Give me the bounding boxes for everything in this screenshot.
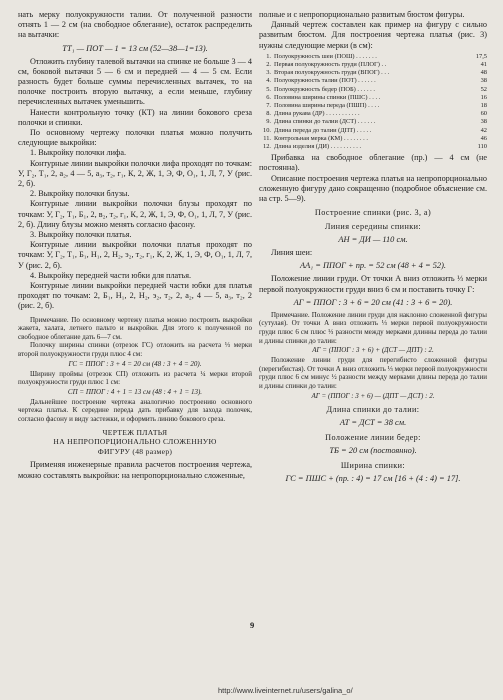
measurement-number: 5. <box>266 85 271 93</box>
paragraph: Отложить глубину талевой вытачки на спинке не больше 3 — 4 см, боковой вытачки 5 — 6 см и передней — 4 — 5 см. Если разность будет больше суммы перечисленных вытачек, то на полочке построить вторую вытачку, а если меньше, глубину перечисленных вытачек уменьшить. <box>18 56 252 107</box>
measurement-row <box>259 69 487 77</box>
measurement-label: Длина спинки до талии (ДСТ) . . . . . . <box>274 118 376 126</box>
paragraph: Положение линии груди. От точки А вниз отложить ⅓ мерки первой полуокружности груди вниз 6 см и поставить точку Г: <box>259 274 487 294</box>
measurement-label: Длина рукава (ДР) . . . . . . . . . . . <box>274 110 360 118</box>
note: Ширину проймы (отрезок СП) отложить из расчета ¼ мерки второй полуокружности груди плюс 1 см: <box>18 369 252 387</box>
section-heading: ЧЕРТЕЖ ПЛАТЬЯ <box>102 427 168 437</box>
measurement-value: 17,5 <box>475 52 487 60</box>
measurement-number: 1. <box>266 52 271 60</box>
measurement-number: 4. <box>266 77 271 85</box>
paragraph: полные и с непропорционально развитым бюстом фигуры. <box>259 10 465 19</box>
page-number: 9 <box>250 620 255 630</box>
measurement-label: Половина ширины переда (ПШП) . . . . <box>274 102 380 110</box>
measurement-value: 18 <box>480 102 487 110</box>
paragraph: Применяя инженерные правила расчетов построения чертежа, можно составлять выкройки: на непропорционально сложенные, <box>18 460 252 480</box>
formula: АТ = ДСТ = 38 см. <box>339 417 407 427</box>
note: Полочку ширины спинки (отрезок ГС) отложить на расчета ⅓ мерки второй полуокружности груди плюс 4 см: <box>18 341 252 359</box>
measurement-value: 38 <box>480 77 487 85</box>
paragraph: Контурные линии выкройки передней части юбки для платья проходят по точкам: 2, Б₁, Н₁, 2, Н₂, э₂, т₂, 2, а₂, 4 — 5, а₃, т₂, 2 (рис. 2, б). <box>18 281 252 311</box>
paragraph: Контурные линии выкройки полочки блузы проходят по точкам: У, Г₂, Т₁, Б₁, 2, в₂, т₂, г₁, К, 2, Ж, 1, Э, Ф, О₁, 1, Л, 7, У (рис. 2, б). Длину блузы можно менять согласно фасону. <box>18 199 252 229</box>
measurement-number: 9. <box>266 118 271 126</box>
subheading: Длина спинки до талии: <box>326 404 420 414</box>
measurement-label: Полуокружность шеи (ПОШ) . . . . . . . <box>274 52 377 60</box>
list-item: 2. Выкройку полочки блузы. <box>30 189 130 199</box>
watermark-url: http://www.liveinternet.ru/users/galina_o/ <box>218 686 353 695</box>
formula: ГС = ПШС + (пр. : 4) = 17 см [16 + (4 : 4) = 17]. <box>285 473 461 483</box>
paragraph: нать мерку полуокружности талии. От полученной разности отнять 1 — 2 см (на свободное облегание), остаток распределить на вытачки: <box>18 10 252 40</box>
measurement-value: 48 <box>480 69 487 77</box>
measurement-label: Полуокружность талии (ПОТ) . . . . . . <box>274 77 376 85</box>
measurement-row <box>259 61 487 69</box>
subheading: Линия середины спинки: <box>324 222 422 232</box>
formula: ТТ₁ — ПОТ — 1 = 13 см (52—38—1=13). <box>62 43 208 53</box>
measurement-number: 3. <box>266 69 271 77</box>
measurement-number: 6. <box>266 93 271 101</box>
formula: АГ = (ППОГ : 3 + 6) + (ДСТ — ДПТ) : 2. <box>312 346 434 355</box>
measurement-label: Полуокружность бедер (ПОБ) . . . . . . <box>274 85 375 93</box>
subheading: Положение линии бедер: <box>325 432 421 442</box>
formula: ТБ = 20 см (постоянно). <box>329 445 417 455</box>
formula: АН = ДИ — 110 см. <box>338 235 408 245</box>
right-column <box>259 10 487 487</box>
measurement-row <box>259 77 487 85</box>
subheading: Линия шеи: <box>271 248 313 258</box>
formula: АА₁ = ППОГ + пр. = 52 см (48 + 4 = 52). <box>300 261 446 271</box>
note: Примечание. По основному чертежу платья можно построить выкройки жакета, халата, летнего пальто и выкройки. Для этого к полученной по свободное облегание дать 6—7 см. <box>18 315 252 341</box>
note: Дальнейшее построение чертежа аналогично построению основного чертежа платья. К середине переда дать прибавку для захода полочек, согласно фасону и виду застежки, и оформить линию бокового среза. <box>18 397 252 424</box>
paragraph: Контурные линии выкройки полочки платья проходят по точкам: У, Г₂, Т₁, Б₁, Н₁, 2, Н₂, э₂, т₂, г₁, К, 2, Ж, 1, Э, Ф, О₁, 1, Л, 7, У (рис. 2, б). <box>18 240 252 270</box>
measurement-label: Вторая полуокружность груди (ВПОГ) . . . <box>274 69 390 77</box>
measurement-value: 46 <box>480 134 487 142</box>
note: Примечание. Положение линии груди для наклонно сложенной фигуры (сутулая). От точки А вниз отложить ⅓ мерки первой полуокружности груди плюс 6 см плюс ⅓ разности между мерками длинны переда до талии и длины спинки до талии: <box>259 310 487 345</box>
subheading: Ширина спинки: <box>340 460 406 470</box>
measurement-value: 60 <box>480 110 487 118</box>
paragraph: Описание построения чертежа платья на непропорционально сложенную фигуру дано сокращенно (подробное объяснение см. на стр. 5—9). <box>259 173 487 204</box>
measurement-label: Длина переда до талии (ДПТ) . . . . . <box>274 126 372 134</box>
paragraph: Контурные линии выкройки полочки лифа проходят по точкам: У, Г₂, Т₁, 2, а₂, 4 — 5, а₃, т₂, г₁, К, 2, Ж, 1, Э, Ф, О₁, 1, Л, 7, У (рис. 2, б). <box>18 158 252 189</box>
section-heading: ФИГУРУ (48 размер) <box>97 446 173 456</box>
measurement-row <box>259 118 487 126</box>
measurement-row <box>259 86 487 94</box>
measurement-value: 16 <box>480 93 487 101</box>
measurement-row <box>259 53 487 61</box>
measurement-row <box>259 143 487 151</box>
formula: АГ = (ППОГ : 3 + 6) — (ДПТ — ДСТ) : 2. <box>311 391 435 400</box>
measurement-row <box>259 135 487 143</box>
formula: ГС = ППОГ : 3 + 4 = 20 см (48 : 3 + 4 = 20). <box>68 359 202 368</box>
paragraph: Данный чертеж составлен как пример на фигуру с сильно развитым бюстом. Для построения чертежа платья (рис. 3) нужны следующие мерки (в см): <box>259 20 487 50</box>
measurement-number: 12. <box>263 143 271 151</box>
measurement-row <box>259 102 487 110</box>
measurement-number: 10. <box>263 126 271 134</box>
paragraph: Нанести контрольную точку (КТ) на линии бокового среза полочки и спинки. <box>18 107 252 127</box>
measurement-number: 8. <box>266 110 271 118</box>
measurement-value: 38 <box>480 118 487 126</box>
list-item: 3. Выкройку полочки платья. <box>30 230 132 240</box>
measurement-value: 110 <box>477 143 487 151</box>
measurement-value: 41 <box>480 61 487 69</box>
measurement-value: 42 <box>480 126 487 134</box>
measurement-label: Первая полуокружность груди (ПЛОГ) . . <box>274 61 387 69</box>
measurement-label: Половина ширины спинки (ПШС) . . . . <box>274 93 381 101</box>
measurement-number: 11. <box>263 134 271 142</box>
paragraph: Прибавка на свободное облегание (пр.) — 4 см (не постоянна). <box>259 153 487 173</box>
measurement-row <box>259 110 487 118</box>
section-heading: Построение спинки (рис. 3, а) <box>314 208 432 218</box>
paragraph: По основному чертежу полочки платья можно получить следующие выкройки: <box>18 128 252 148</box>
measurement-label: Контрольная мерка (КМ) . . . . . . . . <box>274 134 368 142</box>
measurement-value: 52 <box>480 85 487 93</box>
measurement-label: Длина изделия (ДИ) . . . . . . . . . . <box>274 143 362 151</box>
list-item: 4. Выкройку передней части юбки для платья. <box>30 270 192 280</box>
section-heading: НА НЕПРОПОРЦИОНАЛЬНО СЛОЖЕННУЮ <box>53 437 217 447</box>
formula: АГ = ППОГ : 3 + 6 = 20 см (41 : 3 + 6 = 20). <box>293 297 453 307</box>
measurements-table <box>259 53 487 151</box>
measurement-number: 7. <box>266 102 271 110</box>
left-column <box>18 10 252 481</box>
list-item: 1. Выкройку полочки лифа. <box>30 148 127 158</box>
measurement-row <box>259 127 487 135</box>
measurement-row <box>259 94 487 102</box>
note: Положение линии груди для перегибисто сложенной фигуры (перегибистая). От точки А вниз отложить ⅓ мерки первой полуокружности груди плюс 6 см минус ½ разности между мерками длины переда до талии и длины спинки до талии: <box>259 356 487 391</box>
formula: СП = ППОГ : 4 + 1 = 13 см (48 : 4 + 1 = 13). <box>67 387 203 396</box>
measurement-number: 2. <box>266 61 271 69</box>
